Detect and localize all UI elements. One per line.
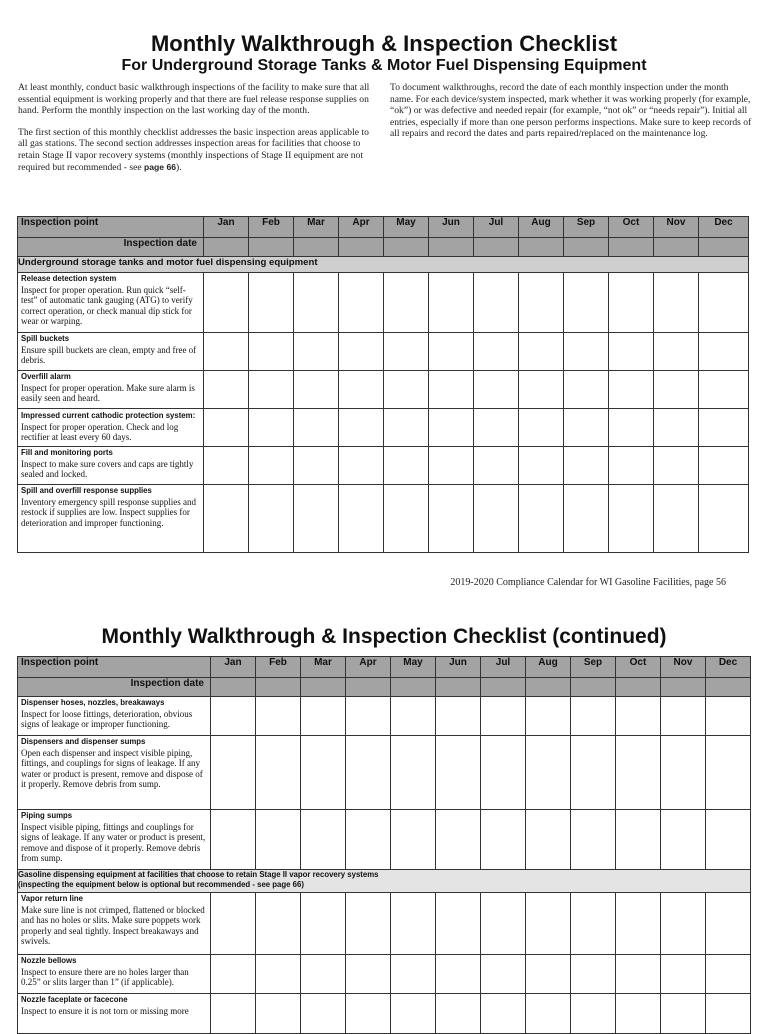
- page-title: Monthly Walkthrough & Inspection Checklist: [150, 31, 618, 56]
- table-header-row: [18, 657, 751, 678]
- check-cell[interactable]: [526, 810, 571, 870]
- check-cell[interactable]: [474, 485, 519, 553]
- check-cell[interactable]: [699, 273, 749, 333]
- check-cell[interactable]: [301, 994, 346, 1034]
- check-cell[interactable]: [706, 994, 751, 1034]
- month-header: Jun: [436, 657, 481, 678]
- check-cell[interactable]: [699, 447, 749, 485]
- inspection-point-desc: Inspect to ensure there are no holes larger than 0.25” or slits larger than 1” (if applicable).: [21, 966, 189, 988]
- check-cell[interactable]: [571, 697, 616, 736]
- check-cell[interactable]: [616, 955, 661, 994]
- check-cell[interactable]: [661, 893, 706, 955]
- inspection-point-desc: Inspect to make sure covers and caps are tightly sealed and locked.: [21, 458, 194, 480]
- column-header: Inspection point: [18, 657, 211, 678]
- check-cell[interactable]: [706, 810, 751, 870]
- intro-right-column: [390, 82, 752, 150]
- check-cell[interactable]: [204, 333, 249, 371]
- page-reference-link[interactable]: page 66: [144, 161, 177, 172]
- inspection-date-label: Inspection date: [18, 238, 204, 257]
- check-cell[interactable]: [661, 810, 706, 870]
- check-cell[interactable]: [481, 994, 526, 1034]
- check-cell[interactable]: [699, 409, 749, 447]
- check-cell[interactable]: [609, 409, 654, 447]
- check-cell[interactable]: [384, 447, 429, 485]
- check-cell[interactable]: [249, 447, 294, 485]
- inspection-point: [18, 333, 204, 371]
- inspection-date-row: [18, 238, 749, 257]
- check-cell[interactable]: [294, 333, 339, 371]
- inspection-point-title: Dispensers and dispenser sumps: [21, 737, 146, 746]
- date-cell[interactable]: [436, 678, 481, 697]
- check-cell[interactable]: [249, 273, 294, 333]
- check-cell[interactable]: [481, 955, 526, 994]
- check-cell[interactable]: [616, 736, 661, 810]
- check-cell[interactable]: [519, 485, 564, 553]
- table-header-row: [18, 217, 749, 238]
- inspection-point-title: Spill and overfill response supplies: [21, 486, 152, 495]
- check-cell[interactable]: [339, 333, 384, 371]
- check-cell[interactable]: [474, 447, 519, 485]
- check-cell[interactable]: [564, 333, 609, 371]
- check-cell[interactable]: [609, 273, 654, 333]
- check-cell[interactable]: [571, 994, 616, 1034]
- month-header: May: [384, 217, 429, 238]
- month-header: Aug: [526, 657, 571, 678]
- check-cell[interactable]: [249, 485, 294, 553]
- check-cell[interactable]: [346, 893, 391, 955]
- check-cell[interactable]: [384, 485, 429, 553]
- section-heading-line: (inspecting the equipment below is optional but recommended - see page 66): [18, 880, 304, 889]
- check-cell[interactable]: [391, 736, 436, 810]
- check-cell[interactable]: [474, 371, 519, 409]
- check-cell[interactable]: [699, 371, 749, 409]
- inspection-point-desc: Open each dispenser and inspect visible piping, fittings, and couplings for signs of leakage. If any water or product is present, remove and dispose of it properly. Remove debris from sump.: [21, 747, 203, 790]
- check-cell[interactable]: [294, 371, 339, 409]
- inspection-point-title: Piping sumps: [21, 811, 73, 820]
- check-cell[interactable]: [564, 485, 609, 553]
- check-cell[interactable]: [654, 333, 699, 371]
- check-cell[interactable]: [474, 333, 519, 371]
- table-row: [18, 447, 749, 485]
- table-row: [18, 371, 749, 409]
- date-cell[interactable]: [571, 678, 616, 697]
- check-cell[interactable]: [706, 697, 751, 736]
- check-cell[interactable]: [654, 447, 699, 485]
- check-cell[interactable]: [211, 955, 256, 994]
- date-cell[interactable]: [391, 678, 436, 697]
- date-cell[interactable]: [616, 678, 661, 697]
- intro-paragraph: At least monthly, conduct basic walkthrough inspections of the facility to make sure that all essential equipment is working properly and that there are fuel release response supplies on hand. Perform the monthly inspection on the last working day of the month.: [18, 82, 370, 117]
- check-cell[interactable]: [526, 955, 571, 994]
- check-cell[interactable]: [256, 697, 301, 736]
- check-cell[interactable]: [661, 994, 706, 1034]
- check-cell[interactable]: [301, 736, 346, 810]
- check-cell[interactable]: [211, 893, 256, 955]
- inspection-point-title: Dispenser hoses, nozzles, breakaways: [21, 698, 165, 707]
- inspection-point-title: Fill and monitoring ports: [21, 448, 113, 457]
- date-cell[interactable]: [301, 678, 346, 697]
- date-cell[interactable]: [481, 678, 526, 697]
- month-header: Aug: [519, 217, 564, 238]
- inspection-point-title: Spill buckets: [21, 334, 70, 343]
- inspection-point: [18, 371, 204, 409]
- check-cell[interactable]: [391, 955, 436, 994]
- check-cell[interactable]: [564, 409, 609, 447]
- check-cell[interactable]: [654, 371, 699, 409]
- check-cell[interactable]: [256, 810, 301, 870]
- check-cell[interactable]: [256, 736, 301, 810]
- inspection-point: [18, 736, 211, 810]
- check-cell[interactable]: [249, 371, 294, 409]
- check-cell[interactable]: [616, 810, 661, 870]
- date-cell[interactable]: [699, 238, 749, 257]
- page-subtitle: For Underground Storage Tanks & Motor Fuel Dispensing Equipment: [121, 57, 647, 74]
- check-cell[interactable]: [384, 333, 429, 371]
- check-cell[interactable]: [571, 736, 616, 810]
- inspection-point: [18, 810, 211, 870]
- inspection-point: [18, 893, 211, 955]
- check-cell[interactable]: [481, 893, 526, 955]
- check-cell[interactable]: [609, 447, 654, 485]
- checklist-table: [17, 216, 749, 553]
- inspection-date-row: [18, 678, 751, 697]
- month-header: May: [391, 657, 436, 678]
- check-cell[interactable]: [346, 994, 391, 1034]
- inspection-point-desc: Inventory emergency spill response supplies and restock if supplies are low. Inspect supplies for deterioration and improper functioning.: [21, 496, 197, 528]
- check-cell[interactable]: [436, 810, 481, 870]
- month-header: Sep: [571, 657, 616, 678]
- inspection-point: [18, 409, 204, 447]
- check-cell[interactable]: [204, 409, 249, 447]
- check-cell[interactable]: [211, 994, 256, 1034]
- table-row: [18, 697, 751, 736]
- check-cell[interactable]: [519, 273, 564, 333]
- check-cell[interactable]: [519, 409, 564, 447]
- section-heading-row: [18, 870, 751, 893]
- page-footer: 2019-2020 Compliance Calendar for WI Gasoline Facilities, page 56: [450, 577, 726, 588]
- inspection-point-desc: Inspect to ensure it is not torn or missing more: [21, 1005, 189, 1016]
- check-cell[interactable]: [391, 994, 436, 1034]
- check-cell[interactable]: [571, 893, 616, 955]
- check-cell[interactable]: [384, 371, 429, 409]
- check-cell[interactable]: [429, 371, 474, 409]
- check-cell[interactable]: [204, 371, 249, 409]
- inspection-point: [18, 697, 211, 736]
- inspection-point: [18, 955, 211, 994]
- table-row: [18, 994, 751, 1034]
- check-cell[interactable]: [204, 485, 249, 553]
- check-cell[interactable]: [436, 955, 481, 994]
- month-header: Dec: [706, 657, 751, 678]
- check-cell[interactable]: [391, 810, 436, 870]
- intro-text: The first section of this monthly checklist addresses the basic inspection areas applicable to all gas stations. The second section addresses inspection areas for facilities that choose to retain Stage II vapor recovery systems (monthly inspections of Stage II equipment are not required but recommended - see: [18, 126, 369, 173]
- check-cell[interactable]: [339, 371, 384, 409]
- check-cell[interactable]: [436, 994, 481, 1034]
- month-header: Mar: [301, 657, 346, 678]
- intro-left-column: [18, 82, 375, 183]
- inspection-point-desc: Inspect for proper operation. Run quick “self-test” of automatic tank gauging (ATG) to verify correct operation, or check manual dip stick for wear or warping.: [21, 284, 193, 327]
- check-cell[interactable]: [301, 893, 346, 955]
- check-cell[interactable]: [339, 485, 384, 553]
- month-header: Oct: [616, 657, 661, 678]
- intro-paragraph: To document walkthroughs, record the date of each monthly inspection under the month name. For each device/system inspected, mark whether it was working properly (for example, “ok”) or was defective and needed repair (for example, “not ok” or “needs repair”). Initial all entries, especially if more than one person performs inspections. Make sure to keep records of all repairs and record the dates and parts repaired/replaced on the maintenance log.: [390, 82, 752, 140]
- check-cell[interactable]: [654, 273, 699, 333]
- intro-paragraph: [18, 127, 375, 173]
- date-cell[interactable]: [474, 238, 519, 257]
- inspection-point-desc: Inspect for proper operation. Check and log rectifier at least every 60 days.: [21, 421, 179, 443]
- month-header: Feb: [256, 657, 301, 678]
- check-cell[interactable]: [609, 485, 654, 553]
- date-cell[interactable]: [211, 678, 256, 697]
- check-cell[interactable]: [661, 955, 706, 994]
- month-header: Dec: [699, 217, 749, 238]
- section-heading-line: Gasoline dispensing equipment at facilities that choose to retain Stage II vapor recovery systems: [18, 870, 379, 879]
- check-cell[interactable]: [429, 333, 474, 371]
- check-cell[interactable]: [384, 409, 429, 447]
- check-cell[interactable]: [571, 955, 616, 994]
- inspection-point: [18, 447, 204, 485]
- inspection-point: [18, 994, 211, 1034]
- date-cell[interactable]: [519, 238, 564, 257]
- check-cell[interactable]: [384, 273, 429, 333]
- check-cell[interactable]: [616, 697, 661, 736]
- month-header: Apr: [339, 217, 384, 238]
- check-cell[interactable]: [429, 273, 474, 333]
- date-cell[interactable]: [339, 238, 384, 257]
- check-cell[interactable]: [294, 447, 339, 485]
- check-cell[interactable]: [706, 736, 751, 810]
- month-header: Mar: [294, 217, 339, 238]
- check-cell[interactable]: [346, 810, 391, 870]
- check-cell[interactable]: [481, 736, 526, 810]
- check-cell[interactable]: [211, 697, 256, 736]
- check-cell[interactable]: [706, 893, 751, 955]
- check-cell[interactable]: [654, 485, 699, 553]
- date-cell[interactable]: [654, 238, 699, 257]
- table-row: [18, 736, 751, 810]
- month-header: Jan: [211, 657, 256, 678]
- check-cell[interactable]: [436, 736, 481, 810]
- check-cell[interactable]: [609, 333, 654, 371]
- check-cell[interactable]: [346, 955, 391, 994]
- check-cell[interactable]: [391, 893, 436, 955]
- inspection-point-title: Release detection system: [21, 274, 117, 283]
- check-cell[interactable]: [294, 409, 339, 447]
- check-cell[interactable]: [474, 409, 519, 447]
- section-heading: Underground storage tanks and motor fuel dispensing equipment: [18, 257, 749, 273]
- check-cell[interactable]: [699, 485, 749, 553]
- table-row: [18, 409, 749, 447]
- check-cell[interactable]: [526, 893, 571, 955]
- inspection-date-label: Inspection date: [18, 678, 211, 697]
- check-cell[interactable]: [609, 371, 654, 409]
- check-cell[interactable]: [429, 447, 474, 485]
- section-heading-row: [18, 257, 749, 273]
- check-cell[interactable]: [519, 333, 564, 371]
- month-header: Sep: [564, 217, 609, 238]
- check-cell[interactable]: [204, 273, 249, 333]
- table-row: [18, 810, 751, 870]
- check-cell[interactable]: [339, 273, 384, 333]
- check-cell[interactable]: [346, 736, 391, 810]
- date-cell[interactable]: [384, 238, 429, 257]
- date-cell[interactable]: [346, 678, 391, 697]
- check-cell[interactable]: [256, 893, 301, 955]
- inspection-point-desc: Inspect for loose fittings, deterioration, obvious signs of leakage or improper functioning.: [21, 708, 193, 730]
- month-header: Feb: [249, 217, 294, 238]
- check-cell[interactable]: [301, 697, 346, 736]
- check-cell[interactable]: [346, 697, 391, 736]
- date-cell[interactable]: [526, 678, 571, 697]
- date-cell[interactable]: [204, 238, 249, 257]
- check-cell[interactable]: [661, 697, 706, 736]
- month-header: Jun: [429, 217, 474, 238]
- check-cell[interactable]: [481, 810, 526, 870]
- date-cell[interactable]: [706, 678, 751, 697]
- checklist-table-continued: [17, 656, 751, 1034]
- month-header: Jan: [204, 217, 249, 238]
- check-cell[interactable]: [211, 736, 256, 810]
- check-cell[interactable]: [429, 485, 474, 553]
- check-cell[interactable]: [526, 994, 571, 1034]
- check-cell[interactable]: [436, 893, 481, 955]
- section-heading: [18, 870, 751, 893]
- check-cell[interactable]: [654, 409, 699, 447]
- check-cell[interactable]: [564, 273, 609, 333]
- month-header: Nov: [654, 217, 699, 238]
- check-cell[interactable]: [661, 736, 706, 810]
- date-cell[interactable]: [661, 678, 706, 697]
- date-cell[interactable]: [429, 238, 474, 257]
- column-header: Inspection point: [18, 217, 204, 238]
- inspection-point-desc: Inspect for proper operation. Make sure alarm is easily seen and heard.: [21, 382, 195, 404]
- inspection-point: [18, 273, 204, 333]
- table-row: [18, 893, 751, 955]
- check-cell[interactable]: [481, 697, 526, 736]
- date-cell[interactable]: [249, 238, 294, 257]
- inspection-point-desc: Make sure line is not crimped, flattened or blocked and has no holes or slits. Make sure poppets work properly and seal tightly. Inspect breakaways and swivels.: [21, 904, 205, 947]
- check-cell[interactable]: [429, 409, 474, 447]
- check-cell[interactable]: [294, 273, 339, 333]
- date-cell[interactable]: [294, 238, 339, 257]
- month-header: Jul: [481, 657, 526, 678]
- check-cell[interactable]: [436, 697, 481, 736]
- check-cell[interactable]: [301, 955, 346, 994]
- inspection-point-title: Nozzle faceplate or faceconе: [21, 995, 128, 1004]
- month-header: Jul: [474, 217, 519, 238]
- check-cell[interactable]: [474, 273, 519, 333]
- check-cell[interactable]: [301, 810, 346, 870]
- inspection-point: [18, 485, 204, 553]
- check-cell[interactable]: [526, 697, 571, 736]
- inspection-point-title: Overfill alarm: [21, 372, 71, 381]
- check-cell[interactable]: [526, 736, 571, 810]
- table-row: [18, 333, 749, 371]
- check-cell[interactable]: [564, 371, 609, 409]
- table-row: [18, 955, 751, 994]
- check-cell[interactable]: [256, 994, 301, 1034]
- check-cell[interactable]: [616, 994, 661, 1034]
- inspection-point-desc: Inspect visible piping, fittings and couplings for signs of leakage. If any water or product is present, remove and dispose of it properly. Remove debris from sump.: [21, 821, 206, 864]
- inspection-point-title: Nozzle bellows: [21, 956, 77, 965]
- check-cell[interactable]: [706, 955, 751, 994]
- date-cell[interactable]: [256, 678, 301, 697]
- check-cell[interactable]: [391, 697, 436, 736]
- month-header: Apr: [346, 657, 391, 678]
- month-header: Nov: [661, 657, 706, 678]
- inspection-point-title: Vapor return line: [21, 894, 83, 903]
- check-cell[interactable]: [211, 810, 256, 870]
- check-cell[interactable]: [249, 409, 294, 447]
- check-cell[interactable]: [294, 485, 339, 553]
- check-cell[interactable]: [339, 447, 384, 485]
- inspection-point-desc: Ensure spill buckets are clean, empty and free of debris.: [21, 344, 197, 366]
- table-row: [18, 485, 749, 553]
- date-cell[interactable]: [609, 238, 654, 257]
- intro-text: ).: [176, 161, 182, 173]
- table-row: [18, 273, 749, 333]
- check-cell[interactable]: [564, 447, 609, 485]
- check-cell[interactable]: [256, 955, 301, 994]
- check-cell[interactable]: [249, 333, 294, 371]
- check-cell[interactable]: [339, 409, 384, 447]
- check-cell[interactable]: [519, 371, 564, 409]
- check-cell[interactable]: [616, 893, 661, 955]
- inspection-point-title: Impressed current cathodic protection system:: [21, 411, 196, 420]
- check-cell[interactable]: [699, 333, 749, 371]
- check-cell[interactable]: [204, 447, 249, 485]
- month-header: Oct: [609, 217, 654, 238]
- continued-title: Monthly Walkthrough & Inspection Checklist (continued): [101, 625, 667, 648]
- check-cell[interactable]: [519, 447, 564, 485]
- date-cell[interactable]: [564, 238, 609, 257]
- check-cell[interactable]: [571, 810, 616, 870]
